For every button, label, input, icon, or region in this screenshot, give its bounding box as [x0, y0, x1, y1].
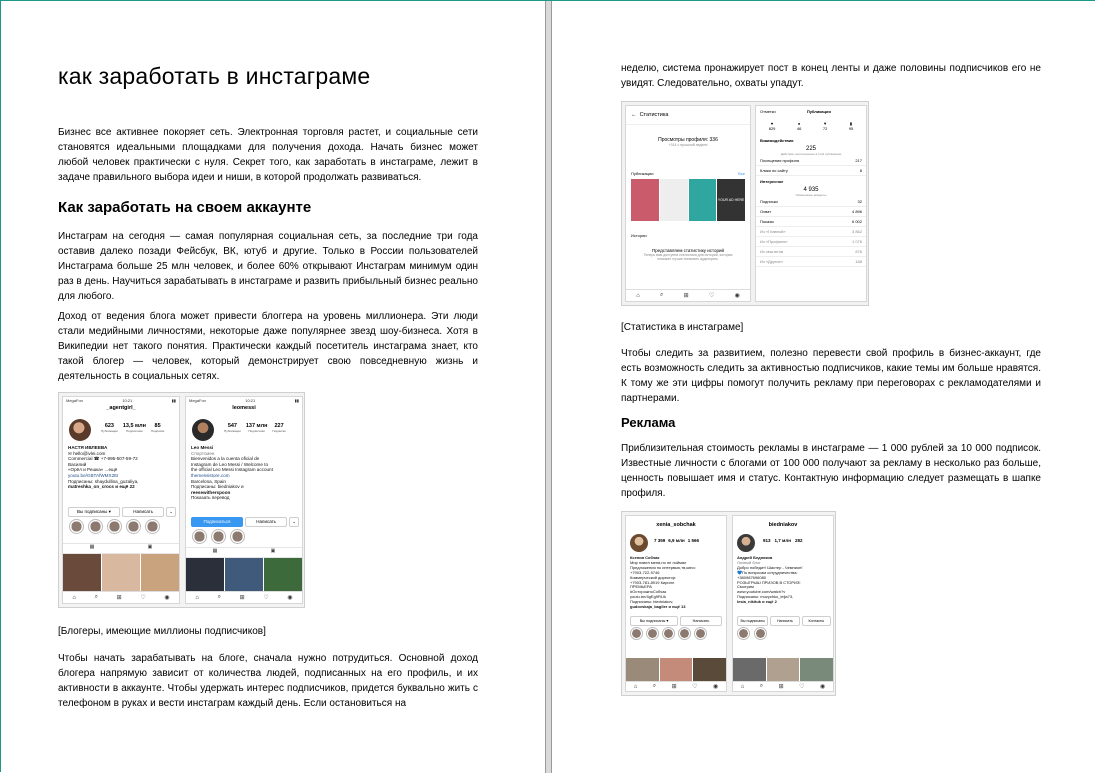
highlight[interactable]	[630, 627, 643, 640]
stat-row: Клики по сайту 8	[756, 166, 866, 176]
highlight[interactable]	[88, 519, 103, 534]
phone-agentgirl	[62, 396, 180, 604]
phone-leomessi	[185, 396, 303, 604]
add-icon[interactable]: ⊞	[116, 595, 122, 601]
intro-paragraph: Бизнес все активнее покоряет сеть. Электронная торговля растет, и социальные сети становятся идеальными площадками для получения дохода. Начать бизнес может любой человек практически с нуля. Секрет того, как заработать в инстаграме, лежит в задаче правильного выбора идеи и ниши, в которой продолжать развиваться.	[58, 127, 478, 183]
bottom-nav	[626, 289, 750, 301]
home-icon[interactable]: ⌂	[72, 594, 76, 601]
grid-icon[interactable]: ▦	[89, 544, 95, 550]
highlight[interactable]	[107, 519, 122, 534]
see-all-link[interactable]: Все	[738, 171, 745, 176]
stat-row: Из «Главной» 3 862	[756, 227, 866, 237]
left-page	[1, 1, 545, 773]
add-icon[interactable]: ⊞	[671, 684, 677, 690]
search-icon[interactable]: ⌕	[94, 594, 98, 600]
phone-sobchak	[625, 515, 727, 692]
search-icon[interactable]: ⌕	[652, 683, 657, 689]
story-highlights	[737, 627, 767, 640]
status-bar: MegaFon 10:21 ▮▮	[189, 398, 299, 403]
bottom-nav	[733, 681, 833, 691]
profile-icon[interactable]: ◉	[734, 293, 740, 299]
tagged-icon[interactable]: ▣	[270, 548, 276, 554]
paragraph-2: Приблизительная стоимость рекламы в инстаграме — 1 000 рублей за 10 000 подписок. Известные личности с блогами от 100 000 получают за рекламу в несколько раз больше, ценность повышает имя и статус. Контактную информацию следует размещать в шапке профиля.	[621, 443, 1041, 499]
back-icon[interactable]: ←	[631, 112, 637, 118]
publications-label: Публикации	[631, 171, 654, 176]
paragraph-continued: неделю, система пронажирует пост в конец ленты и даже половины подписчиков его не увидят. Следовательно, охваты упадут.	[621, 63, 1041, 89]
add-icon[interactable]: ⊞	[239, 595, 245, 601]
message-button[interactable]: Написать	[245, 517, 287, 527]
reach-sub: Охваченные аккаунты	[795, 193, 827, 197]
paragraph-2: Доход от ведения блога может привести блоггера на уровень миллионера. Эти люди стали медийными личностями, некоторые даже популярнее звезд шоу-бизнеса. Хотя в Википедии нет такого понятия. Практически каждый посетитель инстаграма знает, кто такой блогер — человек, который демонстрирует свою повседневную жизнь и деятельность в социальных сетях.	[58, 311, 478, 382]
post-grid	[63, 554, 179, 596]
search-icon[interactable]: ⌕	[217, 594, 221, 600]
stat-row: Из «Профиля» 1 076	[756, 237, 866, 247]
profile-stats: 7 359 6,9 млн 1 566	[654, 538, 699, 543]
profile-views: Просмотры профиля: 336	[658, 137, 718, 143]
profile-icon[interactable]: ◉	[287, 595, 293, 601]
profile-bio: Leo Messi Спортсмен Bienvenidos a la cuenta oficial de Instagram de Leo Messi / Welcome to the official Leo Messi Instagram account themessistore.com Barcelona, Spain Подписаны: biedniakov и reesewitherspoon Показать перевод	[191, 445, 273, 501]
stories-label: Истории	[631, 233, 647, 238]
stat-row: Показы 6 002	[756, 217, 866, 227]
profile-username: _agentgirl_	[106, 405, 136, 411]
ads-screenshot	[621, 511, 836, 696]
following-button[interactable]: Вы подписаны	[737, 616, 768, 626]
search-icon[interactable]: ⌕	[660, 292, 664, 298]
stat-row: Из «Другое» 188	[756, 257, 866, 267]
heart-icon[interactable]: ♡	[140, 595, 146, 601]
message-button[interactable]: Написать	[680, 616, 722, 626]
status-bar: MegaFon 10:21 ▮▮	[66, 398, 176, 403]
tagged-icon[interactable]: ▣	[147, 544, 153, 550]
section-heading: Реклама	[621, 415, 676, 430]
paragraph-1: Инстаграм на сегодня — самая популярная социальная сеть, за последние три года оставив далеко позади Фейсбук, ВК, ютуб и другие. Только в России пользователей Инстаграма больше 25 млн человек, и более 60% открывают Инстаграм минимум один раз в день. Научиться зарабатывать в инстаграме и развить прибыльный бизнес реально для любого.	[58, 231, 478, 302]
profile-icon[interactable]: ◉	[164, 595, 170, 601]
search-icon[interactable]: ⌕	[759, 683, 764, 689]
stat-row: Из хештегов 876	[756, 247, 866, 257]
paragraph-1: Чтобы следить за развитием, полезно перевести свой профиль в бизнес-аккаунт, где есть возможность следить за активностью подписчиков, какие темы им больше нравятся. К тому же эти цифры помогут получить рекламу при переговорах с рекламодателями и партнерами.	[621, 348, 1041, 404]
profile-stats: 547 Публикации 137 млн Подписчики 227 Подписки	[224, 423, 286, 433]
home-icon[interactable]: ⌂	[195, 594, 199, 601]
avatar	[69, 419, 91, 441]
section-heading: Как заработать на своем аккаунте	[58, 199, 312, 216]
profile-icon[interactable]: ◉	[819, 684, 826, 690]
contacts-button[interactable]: Контакты	[802, 616, 831, 626]
profile-username: xenia_sobchak	[656, 522, 696, 528]
add-icon[interactable]: ⊞	[778, 684, 784, 690]
grid-icon[interactable]: ▦	[212, 548, 218, 554]
phone-biedniakov	[732, 515, 834, 692]
highlight[interactable]	[69, 519, 84, 534]
highlight[interactable]	[694, 627, 707, 640]
right-page	[552, 1, 1095, 773]
home-icon[interactable]: ⌂	[740, 683, 745, 690]
stats-header: Статистика	[639, 112, 669, 118]
highlight[interactable]	[646, 627, 659, 640]
heart-icon[interactable]: ♡	[799, 684, 805, 690]
stories-text: Теперь вам доступна статистика для историй, которая поможет лучше понимать аудиторию.	[643, 253, 733, 261]
heart-icon[interactable]: ♡	[708, 293, 715, 299]
profile-username: leomessi	[232, 405, 256, 411]
profile-stats: 623 Публикации 13,5 млн Подписчики 85 Подписки	[101, 423, 165, 433]
following-button[interactable]: Вы подписаны ▾	[630, 616, 678, 626]
add-icon[interactable]: ⊞	[683, 293, 689, 299]
highlight[interactable]	[211, 529, 226, 544]
highlight[interactable]	[230, 529, 245, 544]
more-button[interactable]: ⌄	[289, 517, 299, 527]
following-button[interactable]: Вы подписаны ▾	[68, 507, 120, 517]
profile-icon[interactable]: ◉	[712, 684, 719, 690]
home-icon[interactable]: ⌂	[636, 292, 640, 299]
profile-bio: НАСТЯ ИВЛЕЕВА ✉ hello@ivlei.com Commercial ☎ +7-995-507-59-72 Василий «Орёл и Решка» ...ещё youtu.be/GBTAfWMX2EI Подписаны: shaydullina_guzaliya, matreshka_on_crocs и ещё 22	[68, 445, 139, 490]
avatar	[192, 419, 214, 441]
stat-row: Посещения профиля 217	[756, 156, 866, 166]
avatar	[630, 534, 648, 552]
highlight[interactable]	[192, 529, 207, 544]
stories-title: Представляем статистику историй	[651, 248, 725, 253]
profile-stats: 913 1,7 млн 282	[763, 538, 803, 543]
bottom-nav	[186, 591, 302, 603]
stat-row: Подписки 32	[756, 197, 866, 207]
bottom-nav	[626, 681, 726, 691]
highlight[interactable]	[145, 519, 160, 534]
stat-row: Охват 4 896	[756, 207, 866, 217]
profile-bio: Ксения Собчак Мир повел меня,но не поймал Предложения по интервью,тв,кино: +7903-722-9746 Коммерческий директор: +7903-781-8919 Кирилл ПРЕМЬЕРА #ОсторожноСобчак youtu.be/4gEg9RLik Подписаны: biedniakov, gudovskaja_bagiler и ещё 13	[630, 555, 696, 610]
heart-icon[interactable]: ♡	[692, 684, 698, 690]
highlight[interactable]	[662, 627, 675, 640]
page-title: как заработать в инстаграме	[58, 63, 371, 89]
paragraph-3: Чтобы начать зарабатывать на блоге, сначала нужно потрудиться. Основной доход блогера напрямую зависит от количества людей, подписанных на его профиль, и их активности в аккаунте. Чтобы удержать интерес подписчиков, придется буквально жить с телефоном в руках и вести инстаграм каждый день. Если остановиться на	[58, 653, 478, 709]
reach-title: Интересное	[760, 179, 784, 184]
heart-icon: ♥	[770, 121, 774, 126]
story-highlights	[69, 519, 160, 534]
highlight[interactable]	[126, 519, 141, 534]
avatar	[737, 534, 755, 552]
interactions-sub: Действия, выполненные в этой публикации	[780, 152, 842, 156]
publication-thumbs: YOUR AD HERE	[631, 179, 745, 221]
figure-caption: [Статистика в инстаграме]	[621, 322, 744, 333]
bloggers-screenshot	[58, 392, 305, 608]
tab-tags[interactable]: Отметки	[760, 109, 776, 114]
reach-value: 4 935	[803, 187, 819, 193]
interactions-value: 225	[805, 146, 816, 152]
profile-username: biedniakov	[768, 522, 798, 528]
follow-button[interactable]: Подписаться	[191, 517, 243, 527]
post-metrics: ♥ 829 ● 46 ▼ 72 ▮ 95	[768, 121, 854, 131]
profile-bio: Андрей Бедняков Личный блог Добро победит! Шастер - Чемпион! 💙По вопросам сотрудничества: +380987696080 РОЗЫГРЫШ ПРИЗОВ В СТОРИЗ! Смотрим www.youtube.com/watch?v Подписаны: muzychko_lelja73, lesia_nikituk и ещё 2	[737, 555, 803, 605]
message-button[interactable]: Написать	[770, 616, 799, 626]
highlight[interactable]	[754, 627, 767, 640]
heart-icon[interactable]: ♡	[263, 595, 269, 601]
comment-icon: ●	[797, 121, 801, 126]
message-button[interactable]: Написать	[122, 507, 164, 517]
page-divider	[545, 1, 552, 773]
tab-publication[interactable]: Публикация	[806, 109, 831, 114]
highlight[interactable]	[678, 627, 691, 640]
stats-panel-right	[755, 105, 867, 302]
interactions-title: Взаимодействия	[760, 138, 794, 143]
story-highlights	[192, 529, 245, 544]
bottom-nav	[63, 591, 179, 603]
statistics-screenshot	[621, 101, 869, 306]
story-highlights	[630, 627, 707, 640]
profile-views-sub: +314 с прошлой недели	[668, 143, 708, 147]
highlight[interactable]	[737, 627, 750, 640]
bookmark-icon: ▮	[849, 121, 853, 126]
home-icon[interactable]: ⌂	[633, 683, 638, 690]
profile-view-tabs	[63, 543, 179, 554]
stats-panel-left	[625, 105, 751, 302]
more-button[interactable]: ⌄	[166, 507, 176, 517]
share-icon: ▼	[823, 121, 828, 126]
profile-view-tabs	[186, 547, 302, 558]
figure-caption: [Блогеры, имеющие миллионы подписчиков]	[58, 626, 266, 637]
